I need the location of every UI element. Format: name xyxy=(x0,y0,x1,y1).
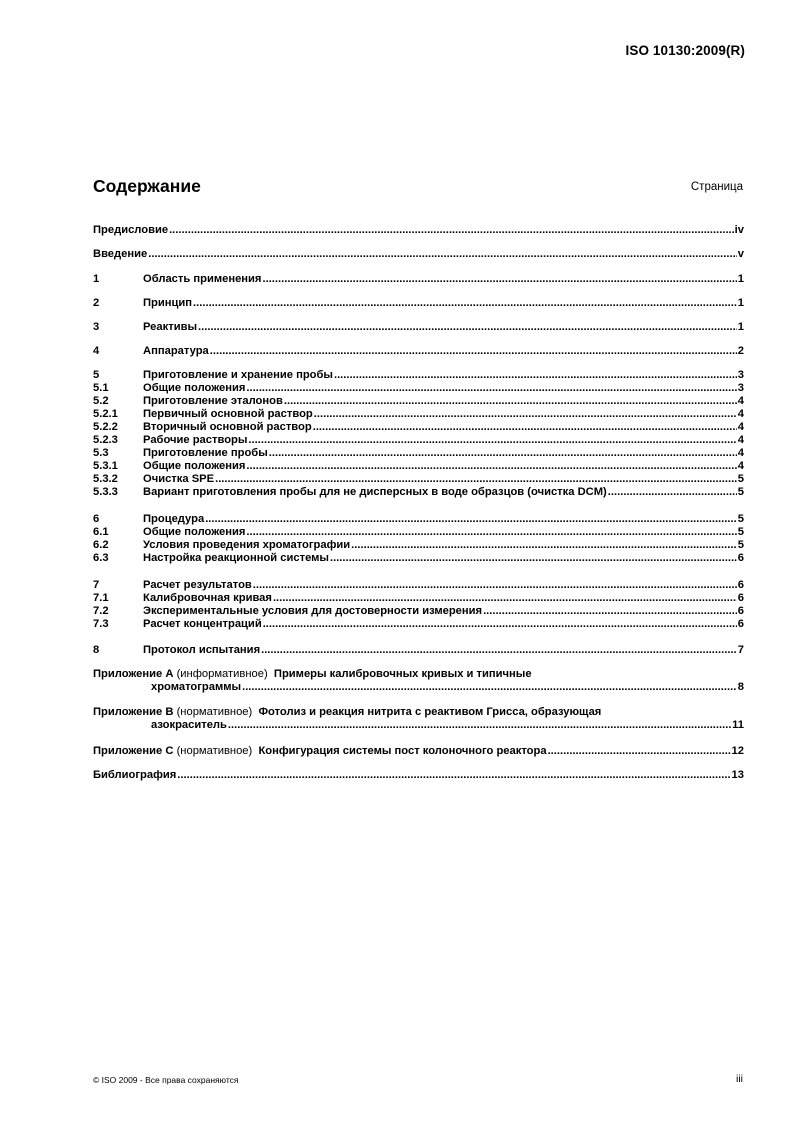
toc-entry[interactable] xyxy=(93,618,744,631)
section-number: 6.2 xyxy=(93,539,109,551)
dot-leader xyxy=(334,369,737,382)
toc-entry-label: Реактивы xyxy=(143,321,198,333)
toc-entry[interactable] xyxy=(93,321,744,334)
toc-page-number: 6 xyxy=(737,605,744,617)
toc-page-number: 7 xyxy=(737,644,744,656)
toc-entry-label: Приготовление и хранение пробы xyxy=(143,369,333,381)
toc-page-number: 5 xyxy=(737,486,744,498)
section-number: 4 xyxy=(93,345,100,357)
section-number: 5.3.2 xyxy=(93,473,118,485)
toc-entry-label: Общие положения xyxy=(143,526,246,538)
toc-page-number: 8 xyxy=(737,681,744,693)
toc-entry[interactable] xyxy=(93,224,744,237)
section-number: 7.1 xyxy=(93,592,109,604)
toc-page-number: 1 xyxy=(737,321,744,333)
toc-page-number: 11 xyxy=(732,719,744,731)
toc-entry-label: Общие положения xyxy=(143,460,246,472)
section-number: 8 xyxy=(93,644,100,656)
toc-entry-label: Расчет концентраций xyxy=(143,618,262,630)
section-number: 6.3 xyxy=(93,552,109,564)
section-number: 5.3 xyxy=(93,447,109,459)
toc-entry[interactable] xyxy=(93,539,744,552)
toc-page-number: 4 xyxy=(737,460,744,472)
toc-page-number: 6 xyxy=(737,552,744,564)
toc-entry-label: Предисловие xyxy=(93,224,169,236)
toc-entry[interactable] xyxy=(93,513,744,526)
dot-leader xyxy=(193,297,737,310)
dot-leader xyxy=(246,526,736,539)
toc-entry[interactable] xyxy=(93,745,744,758)
toc-page-number: 4 xyxy=(737,447,744,459)
toc-entry[interactable] xyxy=(93,605,744,618)
dot-leader xyxy=(263,618,737,631)
section-number: 2 xyxy=(93,297,100,309)
annex-prefix: Приложение B xyxy=(93,706,174,718)
toc-entry[interactable] xyxy=(93,552,744,565)
copyright-footer: © ISO 2009 - Все права сохраняются xyxy=(93,1075,239,1085)
toc-entry-label: Введение xyxy=(93,248,148,260)
toc-entry[interactable] xyxy=(93,382,744,395)
toc-page-number: 5 xyxy=(737,473,744,485)
toc-entry-label: Приготовление пробы xyxy=(143,447,268,459)
toc-page-number: 1 xyxy=(737,273,744,285)
table-of-contents xyxy=(93,224,744,782)
toc-page-number: v xyxy=(737,248,744,260)
toc-entry-label: Библиография xyxy=(93,769,177,781)
toc-entry[interactable] xyxy=(93,248,744,261)
dot-leader xyxy=(228,719,731,732)
document-code: ISO 10130:2009(R) xyxy=(625,43,745,58)
toc-page-number: 13 xyxy=(731,769,744,781)
toc-page-number: 1 xyxy=(737,297,744,309)
toc-entry[interactable] xyxy=(93,460,744,473)
toc-entry-label: Примеры калибровочных кривых и типичные xyxy=(273,668,532,680)
dot-leader xyxy=(246,460,736,473)
toc-entry-label: Конфигурация системы пост колоночного реактора xyxy=(258,745,547,757)
dot-leader xyxy=(261,644,737,657)
dot-leader xyxy=(608,486,737,499)
toc-entry-label: Условия проведения хроматографии xyxy=(143,539,351,551)
page-column-label: Страница xyxy=(690,181,743,193)
dot-leader xyxy=(351,539,737,552)
dot-leader xyxy=(269,447,737,460)
toc-entry-label-continued: хроматограммы xyxy=(151,681,242,693)
dot-leader xyxy=(242,681,737,694)
toc-entry-label: Принцип xyxy=(143,297,193,309)
annex-status: (информативное) xyxy=(176,668,268,680)
toc-page-number: 6 xyxy=(737,592,744,604)
toc-page-number: 3 xyxy=(737,382,744,394)
annex-status: (нормативное) xyxy=(176,706,253,718)
toc-entry[interactable] xyxy=(93,421,744,434)
toc-entry[interactable] xyxy=(93,395,744,408)
toc-entry-label: Область применения xyxy=(143,273,262,285)
dot-leader xyxy=(483,605,737,618)
toc-page-number: iv xyxy=(734,224,744,236)
toc-entry-label: Расчет результатов xyxy=(143,579,252,591)
section-number: 5.1 xyxy=(93,382,109,394)
toc-entry-label: Очистка SPE xyxy=(143,473,215,485)
toc-entry[interactable] xyxy=(93,473,744,486)
toc-page-number: 6 xyxy=(737,579,744,591)
page-number: iii xyxy=(736,1073,743,1085)
toc-entry-label: Рабочие растворы xyxy=(143,434,248,446)
section-number: 3 xyxy=(93,321,100,333)
toc-entry[interactable] xyxy=(93,526,744,539)
annex-prefix: Приложение C xyxy=(93,745,174,757)
toc-page-number: 12 xyxy=(731,745,744,757)
toc-page-number: 2 xyxy=(737,345,744,357)
dot-leader xyxy=(273,592,737,605)
toc-entry[interactable] xyxy=(93,644,744,657)
toc-entry[interactable] xyxy=(93,369,744,382)
dot-leader xyxy=(210,345,737,358)
toc-page-number: 3 xyxy=(737,369,744,381)
toc-entry-label-continued: азокраситель xyxy=(151,719,227,731)
toc-entry[interactable] xyxy=(93,706,744,732)
toc-entry[interactable] xyxy=(93,592,744,605)
dot-leader xyxy=(246,382,736,395)
toc-page-number: 4 xyxy=(737,395,744,407)
toc-entry-label: Экспериментальные условия для достоверности измерения xyxy=(143,605,483,617)
toc-page-number: 5 xyxy=(737,513,744,525)
toc-entry[interactable] xyxy=(93,579,744,592)
toc-entry[interactable] xyxy=(93,434,744,447)
dot-leader xyxy=(169,224,734,237)
toc-page-number: 4 xyxy=(737,434,744,446)
dot-leader xyxy=(548,745,731,758)
dot-leader xyxy=(284,395,737,408)
dot-leader xyxy=(253,579,737,592)
toc-entry[interactable] xyxy=(93,486,744,499)
toc-page-number: 6 xyxy=(737,618,744,630)
dot-leader xyxy=(262,273,736,286)
toc-entry[interactable] xyxy=(93,345,744,358)
toc-entry-label: Фотолиз и реакция нитрита с реактивом Грисса, образующая xyxy=(258,706,602,718)
section-number: 6 xyxy=(93,513,100,525)
section-number: 6.1 xyxy=(93,526,109,538)
toc-entry-label: Вариант приготовления пробы для не дисперсных в воде образцов (очистка DCM) xyxy=(143,486,607,498)
toc-entry-label: Протокол испытания xyxy=(143,644,261,656)
section-number: 1 xyxy=(93,273,100,285)
section-number: 5.3.1 xyxy=(93,460,118,472)
section-number: 5 xyxy=(93,369,100,381)
toc-page-number: 4 xyxy=(737,408,744,420)
section-number: 5.2 xyxy=(93,395,109,407)
dot-leader xyxy=(215,473,737,486)
toc-entry-label: Аппаратура xyxy=(143,345,209,357)
toc-entry[interactable] xyxy=(93,408,744,421)
toc-page-number: 4 xyxy=(737,421,744,433)
toc-entry-label: Настройка реакционной системы xyxy=(143,552,329,564)
section-number: 5.2.1 xyxy=(93,408,118,420)
section-number: 5.3.3 xyxy=(93,486,118,498)
toc-entry-label: Первичный основной раствор xyxy=(143,408,313,420)
toc-page-number: 5 xyxy=(737,539,744,551)
toc-entry-label: Калибровочная кривая xyxy=(143,592,272,604)
dot-leader xyxy=(198,321,737,334)
toc-entry-label: Общие положения xyxy=(143,382,246,394)
toc-entry[interactable] xyxy=(93,668,744,694)
toc-entry[interactable] xyxy=(93,769,744,782)
annex-status: (нормативное) xyxy=(176,745,253,757)
toc-page-number: 5 xyxy=(737,526,744,538)
toc-entry[interactable] xyxy=(93,447,744,460)
dot-leader xyxy=(177,769,730,782)
section-number: 7 xyxy=(93,579,100,591)
dot-leader xyxy=(205,513,737,526)
toc-entry[interactable] xyxy=(93,297,744,310)
toc-entry[interactable] xyxy=(93,273,744,286)
page-title: Содержание xyxy=(93,176,201,196)
toc-entry-label: Вторичный основной раствор xyxy=(143,421,312,433)
dot-leader xyxy=(314,408,737,421)
section-number: 5.2.3 xyxy=(93,434,118,446)
section-number: 7.3 xyxy=(93,618,109,630)
dot-leader xyxy=(248,434,736,447)
dot-leader xyxy=(313,421,737,434)
section-number: 5.2.2 xyxy=(93,421,118,433)
annex-prefix: Приложение A xyxy=(93,668,174,680)
toc-entry-label: Процедура xyxy=(143,513,205,525)
dot-leader xyxy=(148,248,737,261)
toc-entry-label: Приготовление эталонов xyxy=(143,395,283,407)
dot-leader xyxy=(330,552,737,565)
section-number: 7.2 xyxy=(93,605,109,617)
